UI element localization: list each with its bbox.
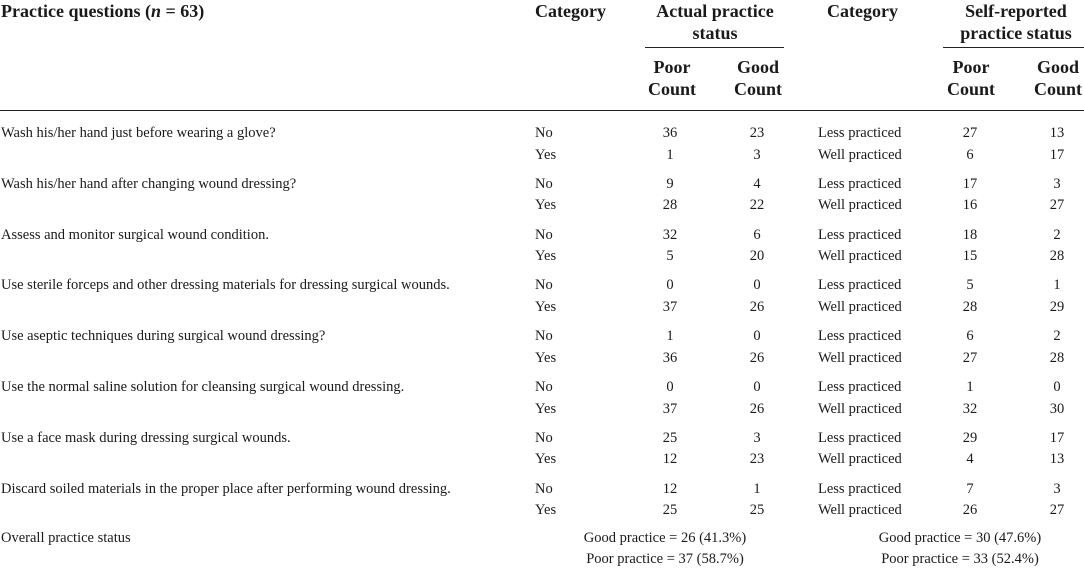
self-poor-less: 6 xyxy=(966,328,974,345)
actual-poor-yes: 5 xyxy=(666,248,674,265)
header-category-self: Category xyxy=(827,1,898,21)
self-poor-less: 7 xyxy=(966,480,974,497)
actual-good-yes: 26 xyxy=(749,349,765,366)
category-yes: Yes xyxy=(535,298,557,315)
category-less-practiced: Less practiced xyxy=(818,226,902,243)
self-good-less: 17 xyxy=(1049,429,1065,446)
header-self-line2: practice status xyxy=(960,23,1072,43)
actual-good-no: 4 xyxy=(753,175,761,192)
category-well-practiced: Well practiced xyxy=(818,400,902,417)
category-less-practiced: Less practiced xyxy=(818,480,902,497)
self-poor-less: 29 xyxy=(962,429,978,446)
actual-poor-no: 0 xyxy=(666,277,674,294)
self-poor-well: 28 xyxy=(962,298,978,315)
header-poor-actual-2: Count xyxy=(647,79,696,99)
actual-poor-yes: 12 xyxy=(662,451,678,468)
practice-question: Use aseptic techniques during surgical wound dressing? xyxy=(1,328,326,345)
self-poor-well: 4 xyxy=(966,451,974,468)
category-well-practiced: Well practiced xyxy=(818,298,902,315)
actual-good-yes: 22 xyxy=(749,197,765,214)
actual-good-no: 3 xyxy=(753,429,761,446)
practice-question: Use sterile forceps and other dressing materials for dressing surgical wounds. xyxy=(1,277,450,294)
self-poor-less: 27 xyxy=(962,125,978,141)
category-no: No xyxy=(535,175,553,192)
category-well-practiced: Well practiced xyxy=(818,197,902,214)
category-no: No xyxy=(535,328,553,345)
self-good-well: 27 xyxy=(1049,502,1065,519)
practice-question: Wash his/her hand after changing wound dressing? xyxy=(1,175,297,192)
category-no: No xyxy=(535,125,553,141)
self-good-less: 3 xyxy=(1053,175,1061,192)
self-poor-less: 1 xyxy=(966,379,974,395)
actual-poor-yes: 36 xyxy=(662,349,678,366)
actual-good-no: 6 xyxy=(753,226,761,243)
category-no: No xyxy=(535,277,553,294)
category-yes: Yes xyxy=(535,197,557,214)
header-practice-questions: Practice questions (n = 63) xyxy=(1,1,205,21)
actual-poor-yes: 28 xyxy=(662,197,678,214)
self-poor-well: 32 xyxy=(962,400,978,417)
overall-actual-poor: Poor practice = 37 (58.7%) xyxy=(586,551,744,567)
actual-poor-no: 25 xyxy=(662,429,678,446)
practice-question: Wash his/her hand just before wearing a glove? xyxy=(1,125,276,141)
category-well-practiced: Well practiced xyxy=(818,451,902,468)
category-no: No xyxy=(535,429,553,446)
actual-good-no: 1 xyxy=(753,480,761,497)
header-bottom-rule xyxy=(0,110,1084,111)
category-less-practiced: Less practiced xyxy=(818,328,902,345)
overall-self-good: Good practice = 30 (47.6%) xyxy=(878,530,1042,546)
header-self-line1: Self-reported xyxy=(965,1,1067,21)
header-poor-self-1: Poor xyxy=(952,57,990,77)
self-poor-less: 17 xyxy=(962,175,978,192)
self-good-well: 29 xyxy=(1049,298,1065,315)
actual-good-yes: 23 xyxy=(749,451,765,468)
self-poor-well: 27 xyxy=(962,349,978,366)
practice-question: Assess and monitor surgical wound condition. xyxy=(1,226,269,243)
category-yes: Yes xyxy=(535,146,557,163)
self-good-less: 1 xyxy=(1053,277,1061,294)
actual-good-yes: 26 xyxy=(749,400,765,417)
actual-poor-yes: 37 xyxy=(662,298,678,315)
actual-group-rule xyxy=(645,47,784,48)
category-less-practiced: Less practiced xyxy=(818,125,902,141)
self-good-well: 17 xyxy=(1049,146,1065,163)
actual-good-no: 23 xyxy=(749,125,765,141)
header-category-actual: Category xyxy=(535,1,606,21)
self-poor-well: 16 xyxy=(962,197,978,214)
category-yes: Yes xyxy=(535,349,557,366)
self-good-less: 2 xyxy=(1053,226,1061,243)
actual-good-yes: 26 xyxy=(749,298,765,315)
category-well-practiced: Well practiced xyxy=(818,502,902,519)
self-good-less: 3 xyxy=(1053,480,1061,497)
category-no: No xyxy=(535,379,553,395)
header-good-actual-2: Count xyxy=(733,79,782,99)
category-less-practiced: Less practiced xyxy=(818,429,902,446)
actual-poor-yes: 25 xyxy=(662,502,678,519)
actual-poor-yes: 1 xyxy=(666,146,674,163)
actual-good-yes: 3 xyxy=(753,146,761,163)
self-good-well: 28 xyxy=(1049,349,1065,366)
self-good-well: 13 xyxy=(1049,451,1065,468)
actual-poor-no: 36 xyxy=(662,125,678,141)
category-well-practiced: Well practiced xyxy=(818,248,902,265)
header-poor-actual-1: Poor xyxy=(653,57,691,77)
category-well-practiced: Well practiced xyxy=(818,146,902,163)
self-good-well: 30 xyxy=(1049,400,1065,417)
category-less-practiced: Less practiced xyxy=(818,175,902,192)
category-yes: Yes xyxy=(535,400,557,417)
header-good-self-1: Good xyxy=(1036,57,1079,77)
practice-question: Use the normal saline solution for cleansing surgical wound dressing. xyxy=(1,379,405,395)
category-less-practiced: Less practiced xyxy=(818,277,902,294)
header-actual-line1: Actual practice xyxy=(656,1,774,21)
actual-good-no: 0 xyxy=(753,379,761,395)
self-good-less: 13 xyxy=(1049,125,1065,141)
header-poor-self-2: Count xyxy=(946,79,995,99)
actual-poor-yes: 37 xyxy=(662,400,678,417)
header-actual-line2: status xyxy=(692,23,738,43)
practice-question: Discard soiled materials in the proper place after performing wound dressing. xyxy=(1,480,451,497)
self-poor-well: 26 xyxy=(962,502,978,519)
actual-good-no: 0 xyxy=(753,328,761,345)
self-poor-less: 5 xyxy=(966,277,974,294)
actual-poor-no: 9 xyxy=(666,175,674,192)
self-good-less: 2 xyxy=(1053,328,1061,345)
category-yes: Yes xyxy=(535,451,557,468)
self-poor-less: 18 xyxy=(962,226,978,243)
category-yes: Yes xyxy=(535,248,557,265)
overall-actual-good: Good practice = 26 (41.3%) xyxy=(583,530,747,546)
category-no: No xyxy=(535,480,553,497)
self-poor-well: 6 xyxy=(966,146,974,163)
header-good-actual-1: Good xyxy=(736,57,779,77)
actual-good-yes: 25 xyxy=(749,502,765,519)
category-well-practiced: Well practiced xyxy=(818,349,902,366)
actual-poor-no: 32 xyxy=(662,226,678,243)
self-good-well: 27 xyxy=(1049,197,1065,214)
category-less-practiced: Less practiced xyxy=(818,379,902,395)
actual-poor-no: 0 xyxy=(666,379,674,395)
self-group-rule xyxy=(943,47,1084,48)
category-yes: Yes xyxy=(535,502,557,519)
category-no: No xyxy=(535,226,553,243)
actual-poor-no: 12 xyxy=(662,480,678,497)
overall-self-poor: Poor practice = 33 (52.4%) xyxy=(881,551,1039,567)
practice-question: Use a face mask during dressing surgical wounds. xyxy=(1,429,291,446)
self-good-well: 28 xyxy=(1049,248,1065,265)
actual-good-yes: 20 xyxy=(749,248,765,265)
overall-label: Overall practice status xyxy=(1,530,131,546)
actual-good-no: 0 xyxy=(753,277,761,294)
header-good-self-2: Count xyxy=(1033,79,1082,99)
self-good-less: 0 xyxy=(1053,379,1061,395)
self-poor-well: 15 xyxy=(962,248,978,265)
actual-poor-no: 1 xyxy=(666,328,674,345)
